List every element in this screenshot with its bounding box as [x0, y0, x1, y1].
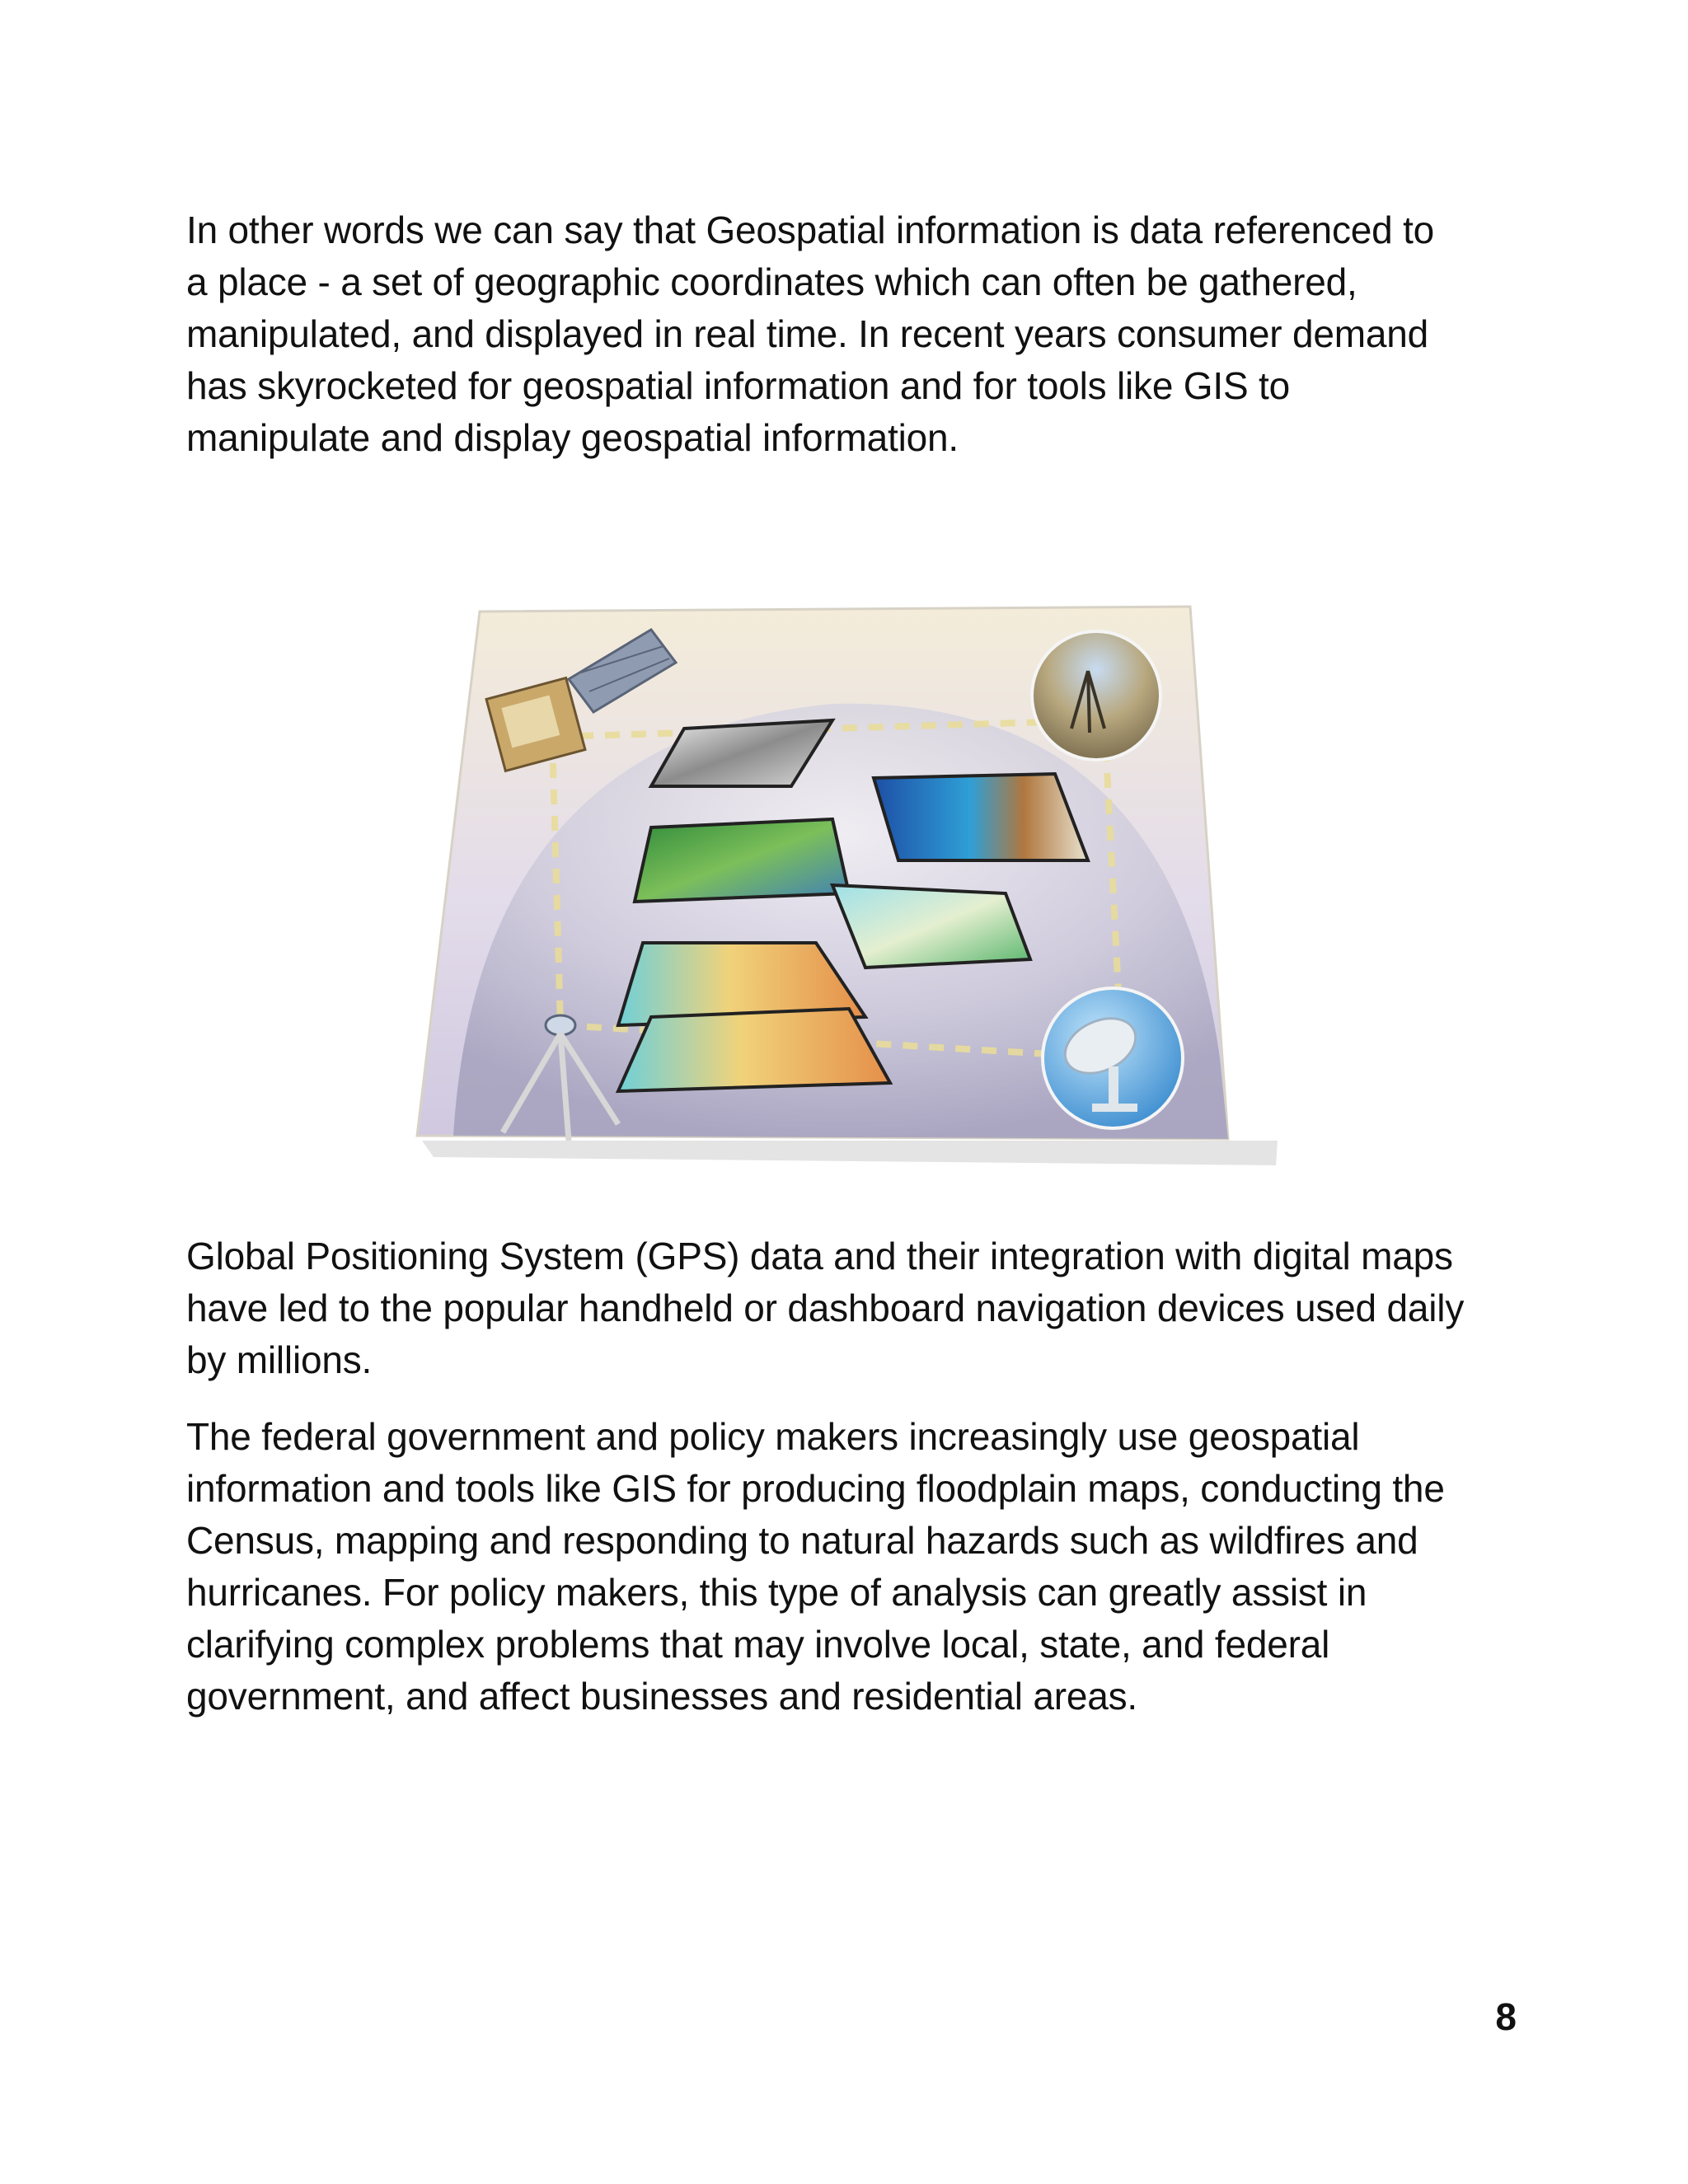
satellite-dish-photo-icon [1043, 988, 1183, 1128]
text-line: clarifying complex problems that may involve local, state, and federal [186, 1623, 1330, 1666]
text-line: In other words we can say that Geospatial information is data referenced to [186, 209, 1435, 251]
text-line: manipulate and display geospatial information. [186, 416, 959, 459]
text-line: information and tools like GIS for producing floodplain maps, conducting the [186, 1467, 1445, 1510]
text-line: manipulated, and displayed in real time. In recent years consumer demand [186, 312, 1428, 355]
surveyor-photo-icon [1032, 631, 1160, 760]
text-line: government, and affect businesses and residential areas. [186, 1675, 1138, 1718]
paragraph-geospatial-definition [186, 204, 1522, 464]
text-line: hurricanes. For policy makers, this type of analysis can greatly assist in [186, 1571, 1367, 1614]
geospatial-illustration-figure [404, 597, 1286, 1174]
text-line: by millions. [186, 1338, 373, 1381]
text-line: have led to the popular handheld or dashboard navigation devices used daily [186, 1286, 1465, 1329]
paragraph-federal-government [186, 1411, 1522, 1722]
text-line: has skyrocketed for geospatial information and for tools like GIS to [186, 364, 1290, 407]
paragraph-gps [186, 1230, 1522, 1386]
text-line: The federal government and policy makers increasingly use geospatial [186, 1415, 1360, 1458]
page-number: 8 [1495, 1995, 1517, 2038]
text-line: Global Positioning System (GPS) data and their integration with digital maps [186, 1235, 1453, 1277]
geospatial-data-layers-illustration-icon [404, 597, 1286, 1174]
text-line: Census, mapping and responding to natural hazards such as wildfires and [186, 1519, 1418, 1562]
text-line: a place - a set of geographic coordinates which can often be gathered, [186, 260, 1357, 303]
